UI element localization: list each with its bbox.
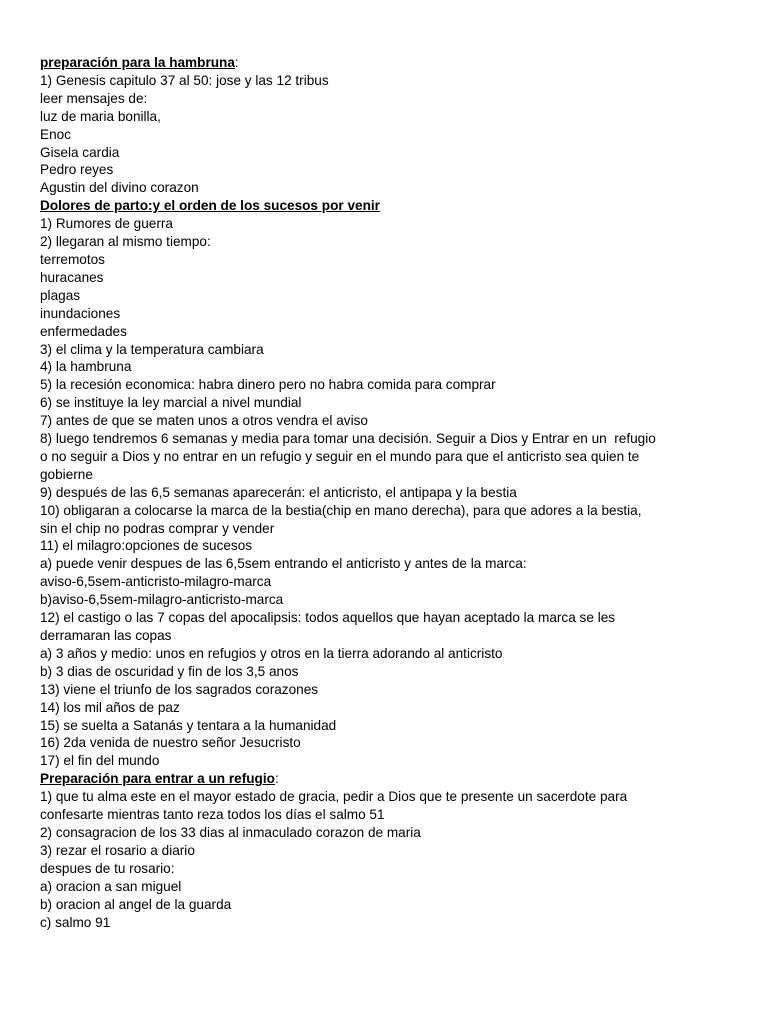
section-heading-text: Preparación para entrar a un refugio — [40, 771, 275, 787]
text-line: luz de maria bonilla, — [40, 108, 161, 124]
text-line: leer mensajes de: — [40, 90, 148, 106]
text-line: 12) el castigo o las 7 copas del apocalipsis: todos aquellos que hayan aceptado la marca se les — [40, 610, 616, 626]
text-line: 2) llegaran al mismo tiempo: — [40, 234, 211, 250]
text-line: 7) antes de que se maten unos a otros vendra el aviso — [40, 413, 368, 429]
text-line: huracanes — [40, 269, 104, 285]
text-line: a) oracion a san miguel — [40, 878, 182, 894]
text-line: 1) Rumores de guerra — [40, 216, 173, 232]
text-line: 5) la recesión economica: habra dinero pero no habra comida para comprar — [40, 377, 496, 393]
text-line: 13) viene el triunfo de los sagrados corazones — [40, 681, 319, 697]
text-line: enfermedades — [40, 323, 127, 339]
text-line: 14) los mil años de paz — [40, 699, 180, 715]
text-line: a) 3 años y medio: unos en refugios y otros en la tierra adorando al anticristo — [40, 645, 503, 661]
text-line: b)aviso-6,5sem-milagro-anticristo-marca — [40, 592, 284, 608]
text-line: 10) obligaran a colocarse la marca de la bestia(chip en mano derecha), para que adores a la bestia, — [40, 502, 642, 518]
text-line: 11) el milagro:opciones de sucesos — [40, 538, 253, 554]
text-line: Pedro reyes — [40, 162, 114, 178]
text-line: b) oracion al angel de la guarda — [40, 896, 232, 912]
text-line: 16) 2da venida de nuestro señor Jesucristo — [40, 735, 301, 751]
text-line: confesarte mientras tanto reza todos los días el salmo 51 — [40, 807, 385, 823]
text-line: 9) después de las 6,5 semanas aparecerán: el anticristo, el antipapa y la bestia — [40, 484, 517, 500]
text-line: o no seguir a Dios y no entrar en un refugio y seguir en el mundo para que el anticristo sea quien te — [40, 448, 640, 464]
text-line: 15) se suelta a Satanás y tentara a la humanidad — [40, 717, 337, 733]
text-line: 8) luego tendremos 6 semanas y media para tomar una decisión. Seguir a Dios y Entrar en un refugio — [40, 431, 656, 447]
text-line: b) 3 dias de oscuridad y fin de los 3,5 anos — [40, 663, 299, 679]
text-line: despues de tu rosario: — [40, 860, 175, 876]
text-line: Agustin del divino corazon — [40, 180, 199, 196]
text-line: a) puede venir despues de las 6,5sem entrando el anticristo y antes de la marca: — [40, 556, 527, 572]
text-line: 1) Genesis capitulo 37 al 50: jose y las 12 tribus — [40, 72, 329, 88]
document-page — [40, 54, 730, 931]
text-line: aviso-6,5sem-anticristo-milagro-marca — [40, 574, 272, 590]
text-line: gobierne — [40, 466, 93, 482]
text-line: Enoc — [40, 126, 71, 142]
text-line: plagas — [40, 287, 81, 303]
text-line: sin el chip no podras comprar y vender — [40, 520, 275, 536]
section-heading-suffix: : — [234, 55, 239, 70]
text-line: Gisela cardia — [40, 144, 120, 160]
text-line: c) salmo 91 — [40, 914, 111, 930]
text-line: derramaran las copas — [40, 628, 172, 643]
section-heading-text: Dolores de parto:y el orden de los sucesos por venir — [40, 198, 380, 214]
section-heading — [40, 770, 730, 788]
text-line: 3) el clima y la temperatura cambiara — [40, 341, 264, 357]
text-line: terremotos — [40, 251, 105, 267]
section-heading — [40, 197, 730, 215]
section-heading-text: preparación para la hambruna — [40, 55, 235, 70]
section-heading — [40, 54, 730, 72]
section-heading-suffix: : — [274, 771, 279, 787]
text-line: inundaciones — [40, 305, 121, 321]
text-line: 6) se instituye la ley marcial a nivel mundial — [40, 395, 302, 411]
text-line: 3) rezar el rosario a diario — [40, 842, 195, 858]
text-line: 2) consagracion de los 33 dias al inmaculado corazon de maria — [40, 824, 421, 840]
text-line: 1) que tu alma este en el mayor estado de gracia, pedir a Dios que te presente un sacerdote para — [40, 789, 628, 805]
text-line: 4) la hambruna — [40, 359, 132, 375]
text-line: 17) el fin del mundo — [40, 753, 160, 769]
